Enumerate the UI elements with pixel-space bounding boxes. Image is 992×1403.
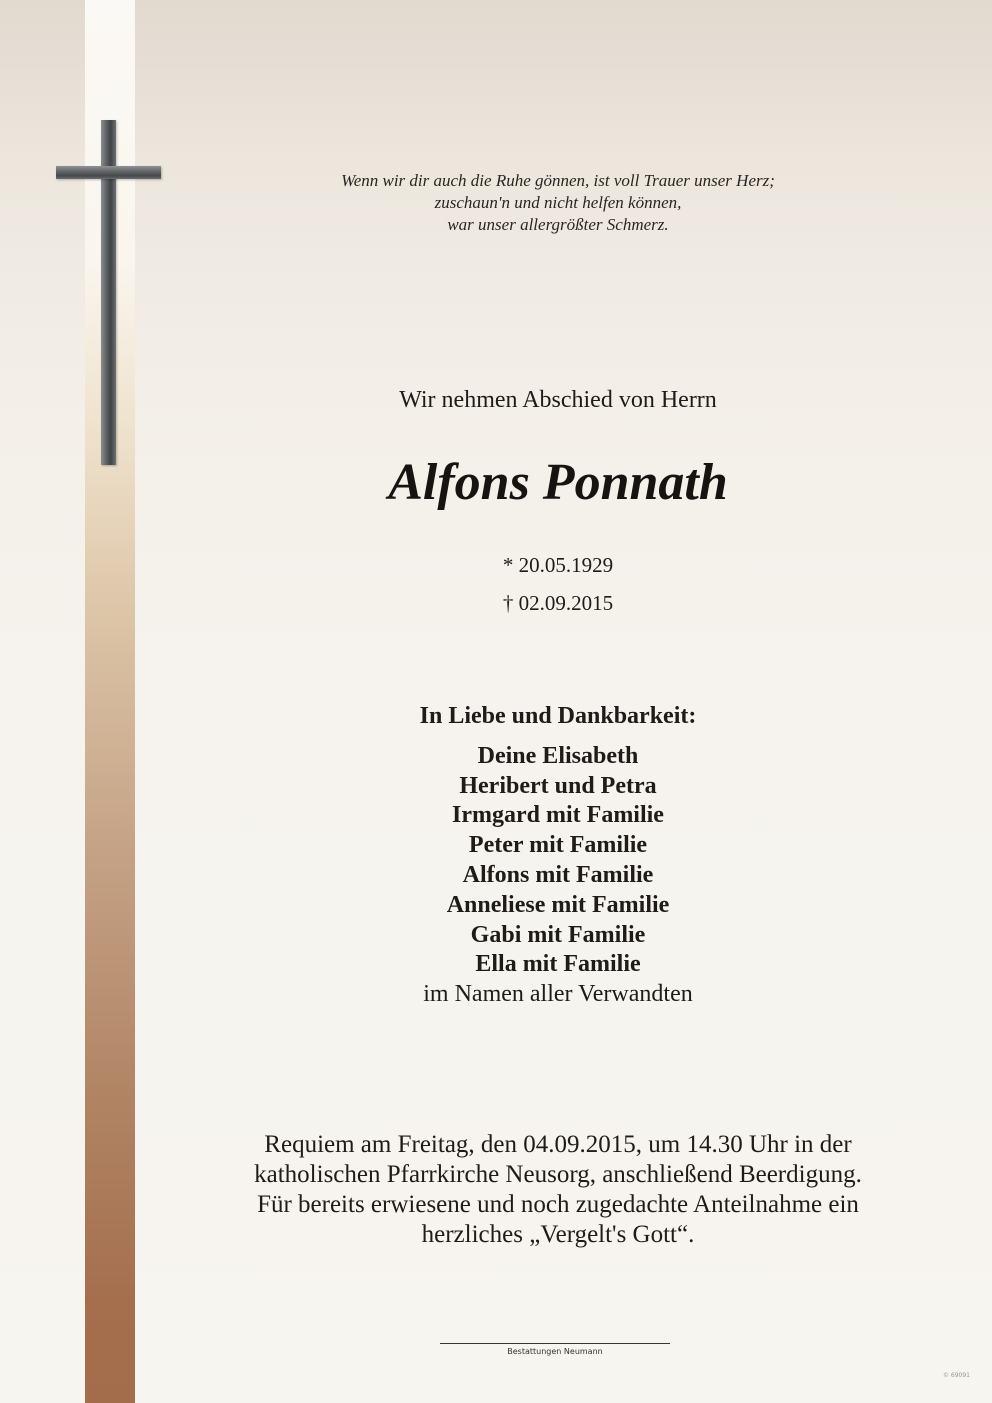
mourner-entry: Heribert und Petra (459, 772, 657, 799)
mourner-entry: Gabi mit Familie (470, 921, 646, 948)
mourner-entry: Alfons mit Familie (462, 861, 654, 888)
print-mark: © 69091 (943, 1372, 970, 1379)
service-notice (160, 1130, 956, 1250)
farewell-intro: Wir nehmen Abschied von Herrn (399, 387, 717, 413)
mourner-entry: Irmgard mit Familie (452, 802, 664, 829)
mourners-list (160, 702, 956, 1010)
mourner-entry: Ella mit Familie (475, 951, 641, 978)
notice-line: Für bereits erwiesene und noch zugedachte Anteilnahme ein (257, 1191, 859, 1218)
cross-horizontal-beam (56, 166, 161, 179)
poem-line: zuschaun'n und nicht helfen können, (434, 193, 682, 212)
mourner-entry: Deine Elisabeth (477, 742, 639, 769)
poem-line: war unser allergrößter Schmerz. (447, 215, 669, 234)
footer-divider (440, 1343, 670, 1344)
memorial-poem (160, 170, 956, 236)
mourner-entry: Peter mit Familie (468, 832, 648, 859)
poem-line: Wenn wir dir auch die Ruhe gönnen, ist voll Trauer unser Herz; (341, 171, 775, 190)
birth-date: * 20.05.1929 (502, 553, 614, 577)
death-date: † 02.09.2015 (502, 591, 614, 615)
funeral-home-name: Bestattungen Neumann (507, 1347, 603, 1356)
cross-icon (56, 120, 162, 466)
notice-line: katholischen Pfarrkirche Neusorg, anschließend Beerdigung. (254, 1161, 862, 1188)
life-dates (160, 546, 956, 622)
deceased-name: Alfons Ponnath (388, 454, 728, 511)
mourners-heading: In Liebe und Dankbarkeit: (419, 703, 697, 729)
notice-line: Requiem am Freitag, den 04.09.2015, um 14.30 Uhr in der (264, 1131, 852, 1158)
mourner-entry: Anneliese mit Familie (446, 891, 670, 918)
notice-line: herzliches „Vergelt's Gott“. (421, 1221, 695, 1248)
mourners-closing: im Namen aller Verwandten (423, 981, 693, 1008)
